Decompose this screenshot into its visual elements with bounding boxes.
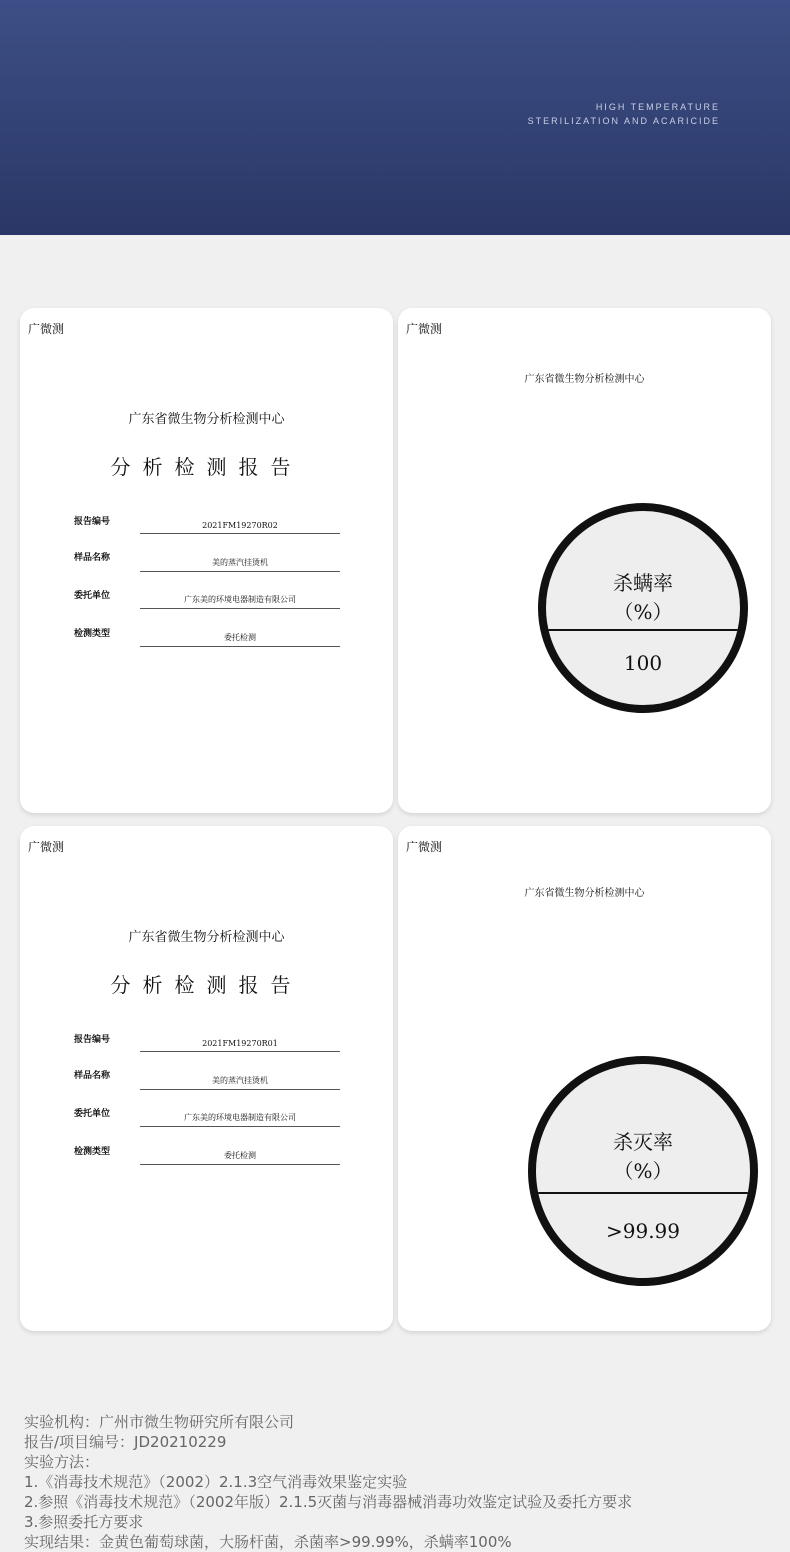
report-title: 分析检测报告 <box>110 455 303 479</box>
hero-line: STERILIZATION AND ACARICIDE <box>527 116 720 126</box>
hero-line: HIGH TEMPERATURE <box>595 102 720 112</box>
mite-unit: （%） <box>613 600 673 624</box>
footer-line: 2.参照《消毒技术规范》（2002年版）2.1.5灭菌与消毒器械消毒功效鉴定试验及委托方要求 <box>24 1493 633 1511</box>
logo: 广微测 <box>28 840 65 854</box>
kill-header <box>536 1104 750 1194</box>
report-cover-2 <box>20 826 393 1331</box>
magnifier <box>528 1056 758 1286</box>
logo: 广微测 <box>28 322 65 336</box>
footer-line: 实验机构：广州市微生物研究所有限公司 <box>24 1413 295 1431</box>
mite-label: 杀螨率 <box>613 571 673 595</box>
footer <box>24 1412 632 1552</box>
footer-line: 报告/项目编号：JD20210229 <box>24 1433 227 1451</box>
sample-name: 美的蒸汽挂烫机 <box>140 557 340 572</box>
footer-line: 实验方法： <box>24 1453 100 1471</box>
lab-name: 广东省微生物分析检测中心 <box>128 930 285 945</box>
test-type: 委托检测 <box>140 1150 340 1165</box>
mite-value: 100 <box>623 651 663 675</box>
kill-unit: （%） <box>613 1159 673 1183</box>
lab-name: 广东省微生物分析检测中心 <box>128 412 285 427</box>
kill-label: 杀灭率 <box>613 1130 673 1154</box>
hero-banner <box>0 0 790 235</box>
label-sample: 样品名称 <box>74 1070 111 1080</box>
result-page-bacteria <box>398 826 771 1331</box>
footer-line: 1.《消毒技术规范》（2002）2.1.3空气消毒效果鉴定实验 <box>24 1473 408 1491</box>
label-report-no: 报告编号 <box>74 1034 111 1044</box>
footer-line: 3.参照委托方要求 <box>24 1513 144 1531</box>
label-sample: 样品名称 <box>74 552 111 562</box>
footer-line: 实现结果：金黄色葡萄球菌，大肠杆菌，杀菌率>99.99%，杀螨率100% <box>24 1533 512 1551</box>
result-page-mites <box>398 308 771 813</box>
report-no: 2021FM19270R02 <box>140 521 340 534</box>
report-title: 分析检测报告 <box>110 973 303 997</box>
report-cover-1 <box>20 308 393 813</box>
label-type: 检测类型 <box>74 628 111 638</box>
label-client: 委托单位 <box>74 1108 111 1118</box>
logo: 广微测 <box>406 840 443 854</box>
kill-value: >99.99 <box>605 1219 680 1243</box>
sample-name: 美的蒸汽挂烫机 <box>140 1075 340 1090</box>
magnifier <box>538 503 748 713</box>
logo: 广微测 <box>406 322 443 336</box>
label-client: 委托单位 <box>74 590 111 600</box>
test-type: 委托检测 <box>140 632 340 647</box>
client: 广东美的环境电器制造有限公司 <box>140 594 340 609</box>
report-no: 2021FM19270R01 <box>140 1039 340 1052</box>
lab-name: 广东省微生物分析检测中心 <box>524 888 645 899</box>
label-report-no: 报告编号 <box>74 516 111 526</box>
label-type: 检测类型 <box>74 1146 111 1156</box>
client: 广东美的环境电器制造有限公司 <box>140 1112 340 1127</box>
lab-name: 广东省微生物分析检测中心 <box>524 374 645 385</box>
mite-header <box>546 551 740 631</box>
